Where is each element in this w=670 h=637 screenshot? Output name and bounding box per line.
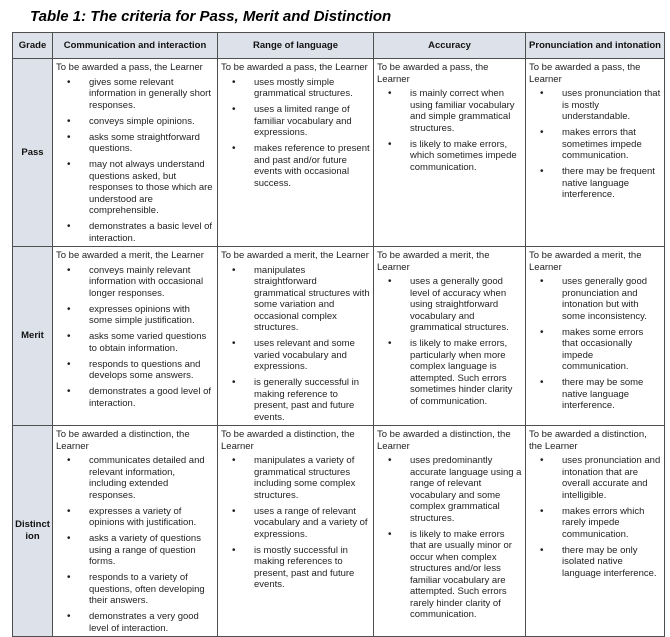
header-accuracy: Accuracy [374,33,526,59]
bullet-icon: • [232,505,236,517]
bullet-icon: • [67,221,71,232]
bullet-item: • responds to questions and develops some answers. [56,359,214,382]
cell-intro: To be awarded a pass, the Learner [56,62,203,73]
bullet-item: • is mainly correct when using familiar vocabulary and simple grammatical structures. [377,88,522,134]
bullet-icon: • [388,138,392,150]
bullet-item: • demonstrates a good level of interaction. [56,386,214,409]
bullet-icon: • [67,572,71,583]
bullet-icon: • [67,386,71,397]
cell-intro: To be awarded a merit, the Learner [56,250,204,261]
bullet-item: • makes reference to present and past and/or future events with occasional success. [221,143,370,189]
bullet-item: • communicates detailed and relevant information, including extended responses. [56,455,214,501]
merit-communication-cell [53,247,218,426]
bullet-item: • there may be only isolated native language interference. [529,545,661,580]
bullet-icon: • [67,331,71,342]
bullet-list [529,276,661,412]
cell-intro: To be awarded a distinction, the Learner [377,429,511,452]
bullet-list [377,88,522,173]
header-grade: Grade [13,33,53,59]
bullet-icon: • [67,264,71,276]
bullet-icon: • [67,131,71,143]
merit-range-cell [218,247,374,426]
bullet-item: • conveys mainly relevant information with occasional longer responses. [56,265,214,300]
bullet-item: • is likely to make errors, which sometimes impede communication. [377,139,522,174]
table-row-distinction [13,426,665,637]
bullet-icon: • [67,303,71,315]
cell-intro: To be awarded a merit, the Learner [377,250,490,273]
bullet-icon: • [540,127,544,138]
bullet-list [529,88,661,201]
bullet-item: • asks some straightforward questions. [56,132,214,155]
bullet-item: • asks a variety of questions using a range of question forms. [56,533,214,568]
bullet-list [529,455,661,579]
cell-intro: To be awarded a pass, the Learner [221,62,368,73]
bullet-list [221,265,370,424]
bullet-item: • gives some relevant information in generally short responses. [56,77,214,112]
bullet-item: • demonstrates a very good level of interaction. [56,611,214,634]
bullet-item: • uses relevant and some varied vocabulary and expressions. [221,338,370,373]
bullet-icon: • [67,533,71,544]
bullet-icon: • [540,455,544,466]
cell-intro: To be awarded a pass, the Learner [529,62,641,85]
bullet-item: • uses pronunciation that is mostly understandable. [529,88,661,123]
bullet-icon: • [540,166,544,177]
bullet-icon: • [232,455,236,466]
bullet-icon: • [540,505,544,517]
table-row-pass [13,59,665,247]
header-communication: Communication and interaction [53,33,218,59]
bullet-icon: • [232,76,236,88]
bullet-icon: • [388,338,392,349]
distinction-communication-cell [53,426,218,637]
bullet-item: • uses predominantly accurate language using a range of relevant vocabulary and some complex grammatical structures. [377,455,522,524]
bullet-item: • makes errors that sometimes impede communication. [529,127,661,162]
pass-range-cell [218,59,374,247]
cell-intro: To be awarded a distinction, the Learner [221,429,355,452]
bullet-icon: • [232,143,236,154]
bullet-item: • makes some errors that occasionally impede communication. [529,327,661,373]
bullet-icon: • [232,338,236,349]
pass-pronunciation-cell [526,59,665,247]
bullet-item: • makes errors which rarely impede communication. [529,506,661,541]
distinction-accuracy-cell [374,426,526,637]
bullet-icon: • [388,88,392,99]
header-range-of-language: Range of language [218,33,374,59]
bullet-list [56,77,214,245]
bullet-item: • conveys simple opinions. [56,116,214,128]
grade-label-merit: Merit [13,247,53,426]
bullet-icon: • [540,326,544,338]
bullet-item: • asks some varied questions to obtain information. [56,331,214,354]
bullet-item: • responds to a variety of questions, often developing their answers. [56,572,214,607]
bullet-item: • there may be frequent native language interference. [529,166,661,201]
bullet-item: • demonstrates a basic level of interaction. [56,221,214,244]
bullet-icon: • [540,377,544,388]
bullet-list [56,455,214,634]
bullet-icon: • [388,528,392,540]
bullet-item: • is generally successful in making reference to present, past and future events. [221,377,370,423]
bullet-icon: • [232,377,236,388]
header-row [13,33,665,59]
bullet-icon: • [540,276,544,287]
bullet-icon: • [540,88,544,99]
cell-intro: To be awarded a merit, the Learner [221,250,369,261]
bullet-item: • manipulates a variety of grammatical structures including some complex structures. [221,455,370,501]
bullet-item: • manipulates straightforward grammatical structures with some variation and occasional complex structures. [221,265,370,334]
bullet-icon: • [388,455,392,466]
header-pronunciation: Pronunciation and intonation [526,33,665,59]
bullet-item: • uses a generally good level of accuracy when using straightforward vocabulary and grammatical structures. [377,276,522,334]
bullet-item: • is likely to make errors, particularly when more complex language is attempted. Such errors sometimes hinder clarity of communication. [377,338,522,407]
merit-accuracy-cell [374,247,526,426]
distinction-range-cell [218,426,374,637]
cell-intro: To be awarded a distinction, the Learner [529,429,647,452]
bullet-icon: • [67,358,71,370]
pass-accuracy-cell [374,59,526,247]
cell-intro: To be awarded a merit, the Learner [529,250,642,273]
criteria-table [12,32,665,637]
bullet-item: • uses pronunciation and intonation that are overall accurate and intelligible. [529,455,661,501]
distinction-pronunciation-cell [526,426,665,637]
bullet-item: • uses generally good pronunciation and intonation but with some inconsistency. [529,276,661,322]
bullet-icon: • [388,276,392,287]
bullet-icon: • [67,455,71,466]
bullet-item: • there may be some native language interference. [529,377,661,412]
bullet-list [377,455,522,621]
bullet-item: • is likely to make errors that are usually minor or occur when complex structures and/or less familiar vocabulary are attempted. Such errors rarely hinder clarity of communication. [377,529,522,621]
bullet-item: • uses a range of relevant vocabulary and a variety of expressions. [221,506,370,541]
grade-label-distinction: Distinction [13,426,53,637]
bullet-item: • uses mostly simple grammatical structures. [221,77,370,100]
bullet-icon: • [67,505,71,517]
bullet-list [221,455,370,591]
bullet-icon: • [67,76,71,88]
bullet-icon: • [232,264,236,276]
bullet-icon: • [232,544,236,556]
bullet-item: • expresses opinions with some simple justification. [56,304,214,327]
cell-intro: To be awarded a distinction, the Learner [56,429,190,452]
pass-communication-cell [53,59,218,247]
bullet-icon: • [232,104,236,115]
cell-intro: To be awarded a pass, the Learner [377,62,489,85]
bullet-icon: • [67,115,71,127]
table-row-merit [13,247,665,426]
bullet-icon: • [540,544,544,556]
bullet-item: • may not always understand questions asked, but responses to those which are understood are comprehensible. [56,159,214,217]
grade-label-pass: Pass [13,59,53,247]
bullet-icon: • [67,159,71,170]
bullet-icon: • [67,611,71,622]
table-title: Table 1: The criteria for Pass, Merit and Distinction [30,8,392,25]
bullet-list [377,276,522,407]
bullet-list [221,77,370,190]
bullet-item: • is mostly successful in making references to present, past and future events. [221,545,370,591]
bullet-item: • expresses a variety of opinions with justification. [56,506,214,529]
merit-pronunciation-cell [526,247,665,426]
bullet-list [56,265,214,410]
bullet-item: • uses a limited range of familiar vocabulary and expressions. [221,104,370,139]
